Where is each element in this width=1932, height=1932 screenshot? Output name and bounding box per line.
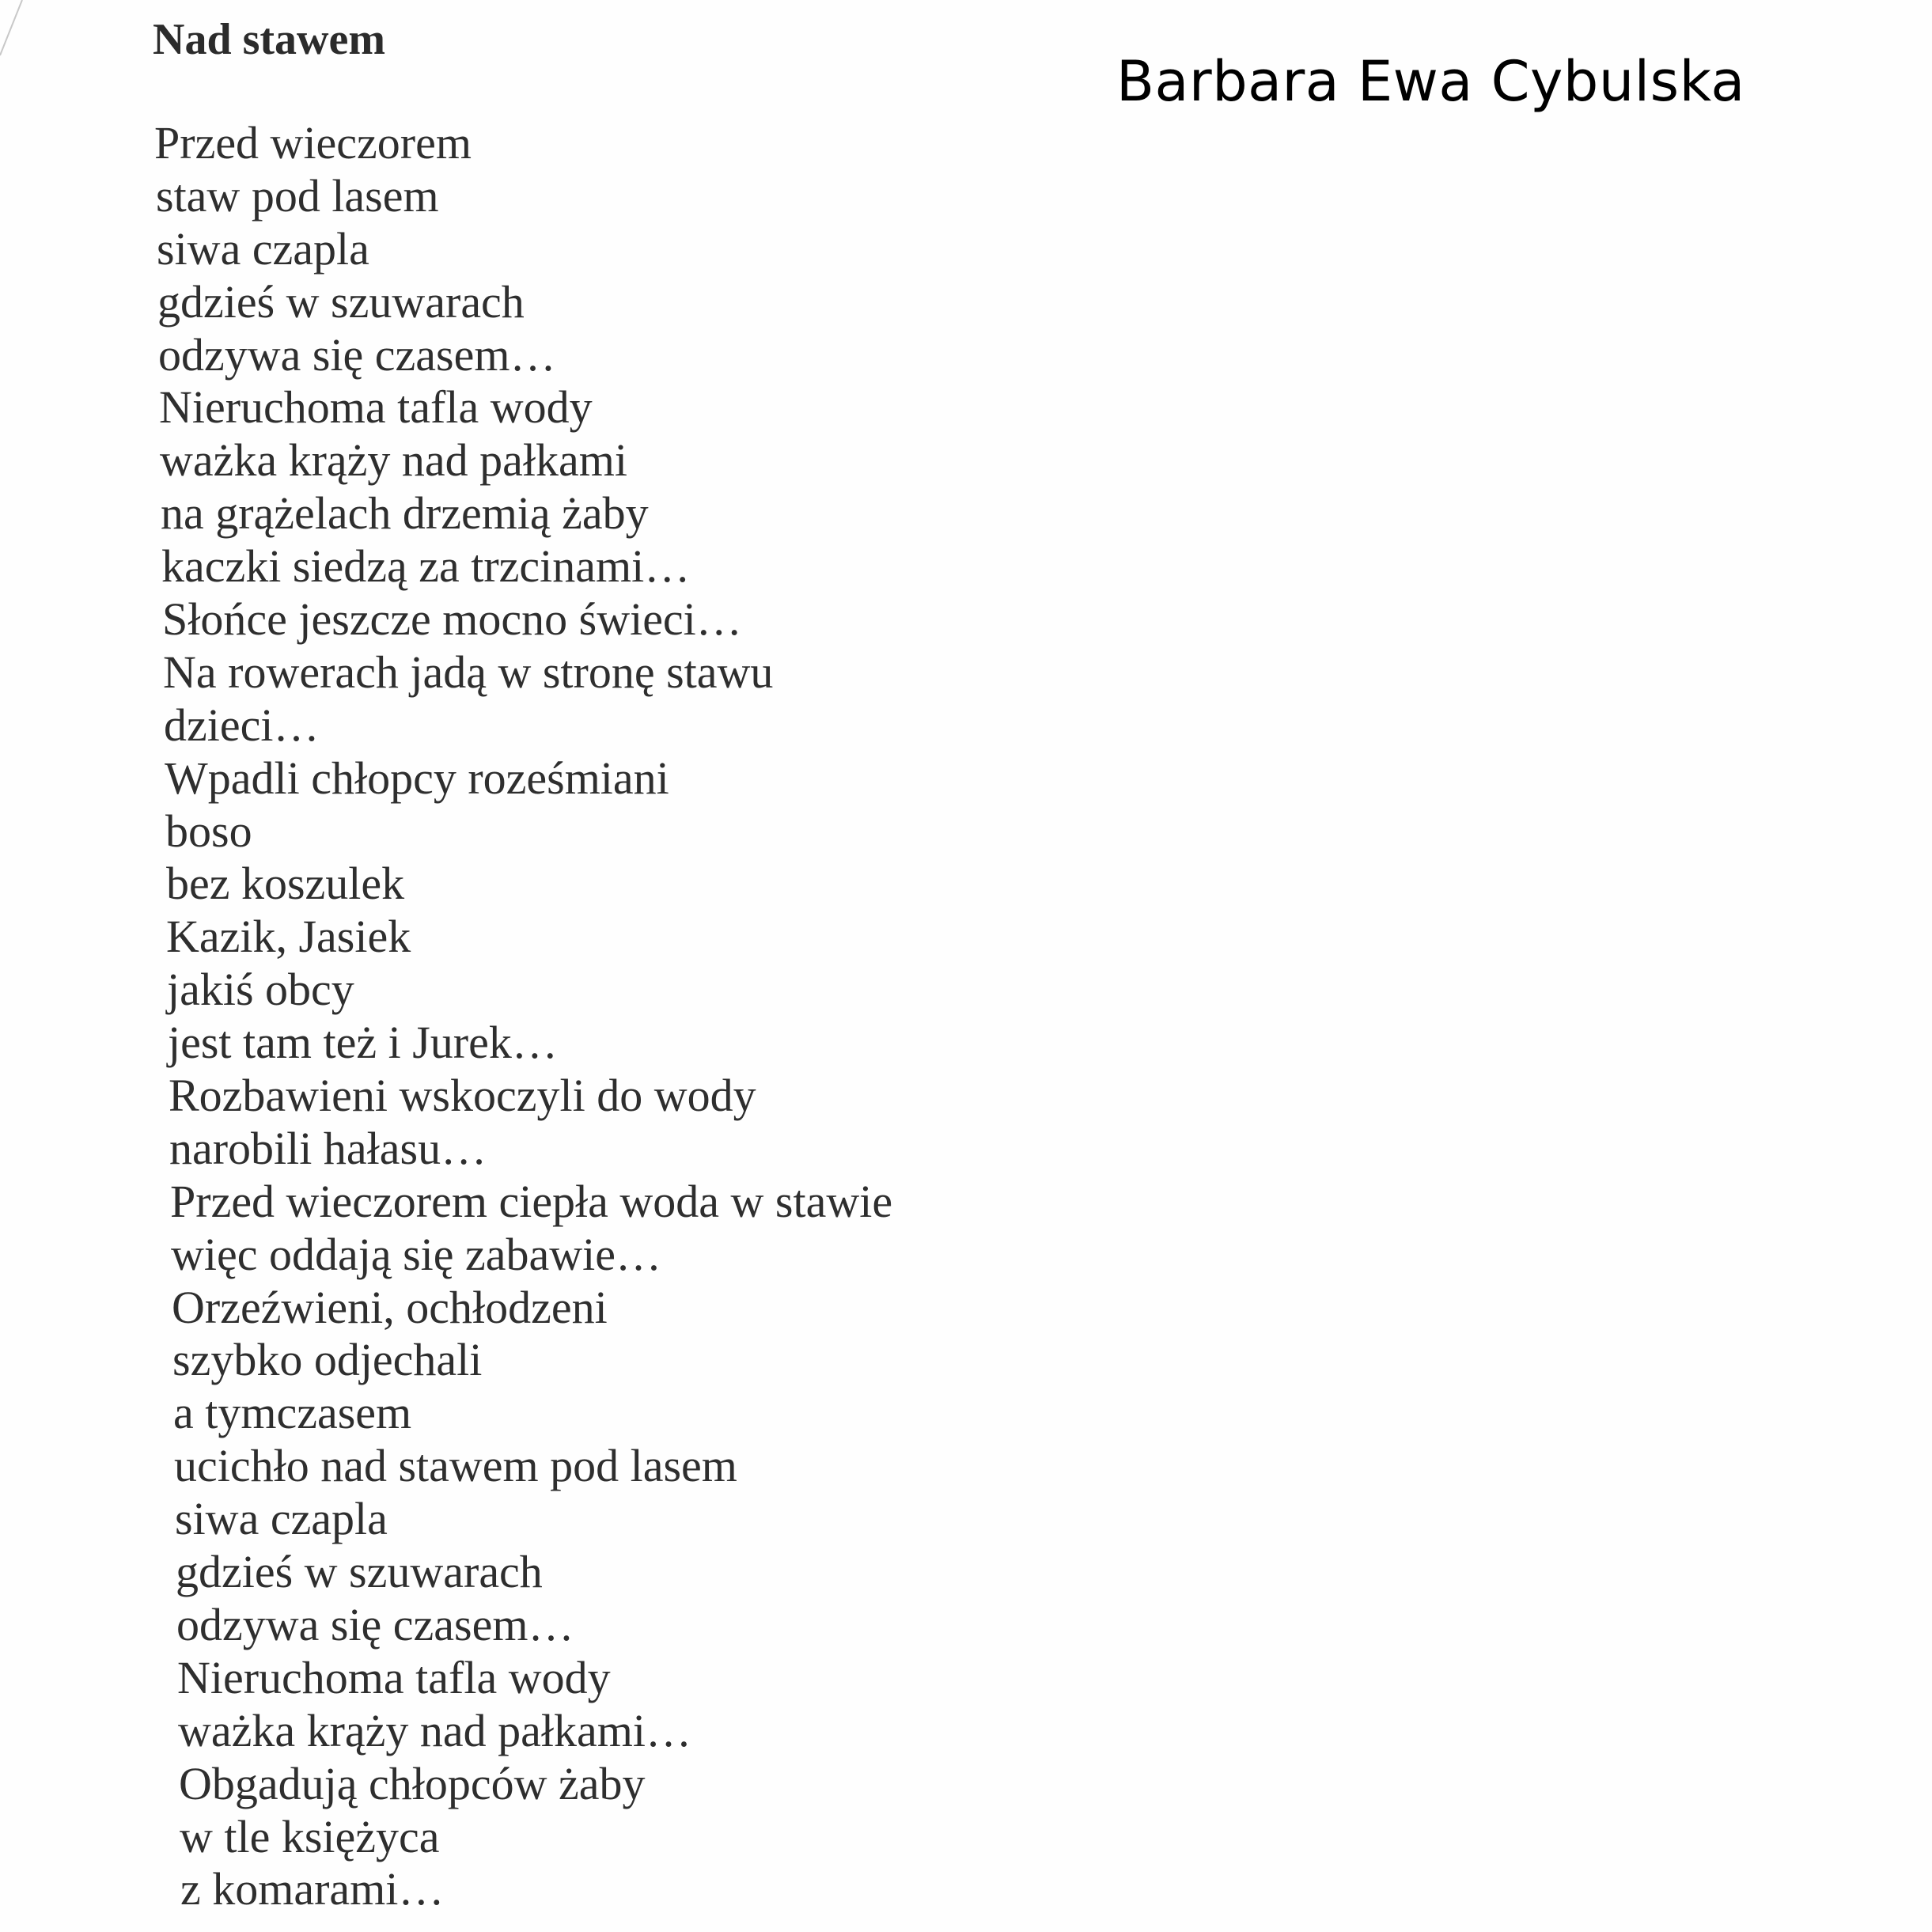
- poem-line: a tymczasem: [173, 1387, 412, 1439]
- poem-line: Wpadli chłopcy roześmiani: [165, 752, 669, 804]
- poem-line: Nieruchoma tafla wody: [159, 381, 593, 434]
- poem-line: jakiś obcy: [167, 964, 354, 1016]
- poem-line: więc oddają się zabawie…: [171, 1228, 661, 1280]
- poem-line: szybko odjechali: [172, 1334, 483, 1386]
- poem-line: ważka krąży nad pałkami…: [178, 1704, 691, 1756]
- poem-line: z komarami…: [180, 1863, 445, 1915]
- poem-line: boso: [165, 805, 252, 857]
- poem-line: na grążelach drzemią żaby: [161, 487, 649, 540]
- scan-edge-line: [0, 0, 63, 63]
- poem-line: w tle księżyca: [180, 1810, 440, 1862]
- poem-line: dzieci…: [164, 699, 320, 751]
- poem-line: Nieruchoma tafla wody: [177, 1651, 611, 1703]
- poem-line: Kazik, Jasiek: [166, 911, 411, 963]
- poem-line: gdzieś w szuwarach: [176, 1546, 543, 1598]
- poem-line: bez koszulek: [166, 858, 405, 910]
- poem-line: staw pod lasem: [156, 169, 439, 222]
- poem-body: [154, 117, 892, 1916]
- author-name: Barbara Ewa Cybulska: [1116, 49, 1745, 114]
- poem-line: siwa czapla: [175, 1493, 388, 1545]
- poem-line: kaczki siedzą za trzcinami…: [161, 540, 691, 593]
- poem-title: Nad stawem: [153, 15, 385, 64]
- poem-line: ucichło nad stawem pod lasem: [174, 1440, 737, 1492]
- poem-line: jest tam też i Jurek…: [168, 1017, 558, 1069]
- poem-line: narobili hałasu…: [169, 1122, 487, 1174]
- poem-line: Słońce jeszcze mocno świeci…: [162, 593, 742, 646]
- poem-line: Obgadują chłopców żaby: [179, 1757, 646, 1809]
- poem-line: Orzeźwieni, ochłodzeni: [172, 1281, 608, 1333]
- poem-line: Przed wieczorem: [154, 117, 472, 169]
- poem-line: Przed wieczorem ciepła woda w stawie: [170, 1175, 893, 1227]
- poem-line: odzywa się czasem…: [158, 328, 556, 381]
- poem-line: odzywa się czasem…: [176, 1598, 574, 1650]
- poem-line: ważka krąży nad pałkami: [160, 434, 627, 487]
- poem-line: siwa czapla: [157, 222, 369, 275]
- poem-line: Na rowerach jadą w stronę stawu: [163, 646, 774, 698]
- poem-line: gdzieś w szuwarach: [157, 275, 525, 328]
- poem-line: Rozbawieni wskoczyli do wody: [169, 1070, 756, 1122]
